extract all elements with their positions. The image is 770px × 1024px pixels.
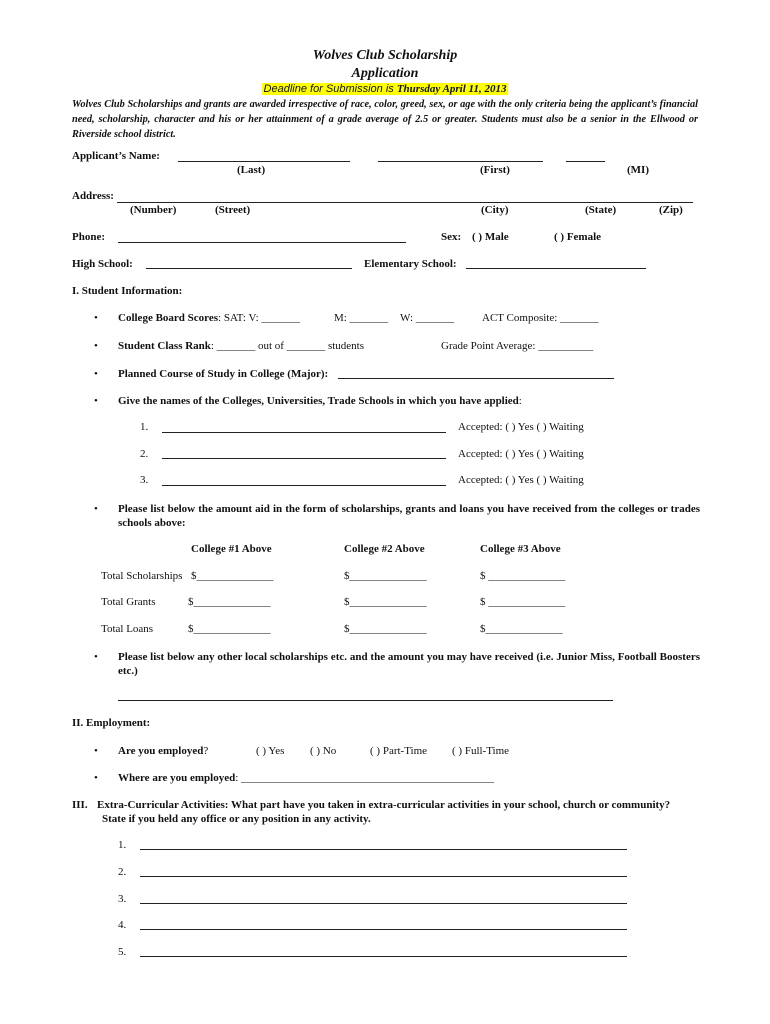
street-caption: (Street) bbox=[215, 204, 251, 216]
male-option[interactable]: ( ) Male bbox=[472, 231, 509, 243]
college-status[interactable]: Accepted: ( ) Yes ( ) Waiting bbox=[458, 421, 584, 433]
aid-field[interactable]: $ ______________ bbox=[480, 596, 566, 608]
major-field[interactable] bbox=[338, 378, 614, 379]
employed-q: ? bbox=[203, 745, 209, 757]
college-name-field[interactable] bbox=[162, 458, 446, 459]
address-label: Address: bbox=[72, 190, 114, 202]
section-3-number: III. bbox=[72, 799, 88, 811]
first-caption: (First) bbox=[480, 164, 510, 176]
colleges-colon: : bbox=[518, 395, 522, 407]
deadline bbox=[0, 83, 770, 95]
other-scholarships-field[interactable] bbox=[118, 700, 613, 701]
address-field[interactable] bbox=[117, 202, 693, 203]
aid-field[interactable]: $______________ bbox=[344, 623, 427, 635]
m-field[interactable]: M: _______ bbox=[334, 312, 389, 324]
aid-header-1: College #1 Above bbox=[191, 543, 272, 555]
section-1-heading: I. Student Information: bbox=[72, 285, 183, 297]
aid-header-3: College #3 Above bbox=[480, 543, 561, 555]
college-row-number: 2. bbox=[140, 448, 149, 460]
w-field[interactable]: W: _______ bbox=[400, 312, 455, 324]
section-3-heading: Extra-Curricular Activities: What part have you taken in extra-curricular activities in your school, church or community? bbox=[97, 799, 671, 811]
aid-field[interactable]: $______________ bbox=[344, 596, 427, 608]
elementary-field[interactable] bbox=[466, 268, 646, 269]
activity-field[interactable] bbox=[140, 903, 627, 904]
act-field[interactable]: ACT Composite: _______ bbox=[482, 312, 599, 324]
college-status[interactable]: Accepted: ( ) Yes ( ) Waiting bbox=[458, 448, 584, 460]
employed-label: Are you employed bbox=[118, 745, 204, 757]
number-caption: (Number) bbox=[130, 204, 177, 216]
bullet: • bbox=[94, 503, 98, 515]
aid-field[interactable]: $______________ bbox=[191, 570, 274, 582]
title-line-1: Wolves Club Scholarship bbox=[312, 48, 458, 63]
college-row-number: 3. bbox=[140, 474, 149, 486]
intro-paragraph: Wolves Club Scholarships and grants are awarded irrespective of race, color, greed, sex, or age with the only criteria being the applicant’s financial need, scholarship, character and his or her attainment of a grade average of 2.5 or greater. Students must also be a senior in the Ellwood or Riverside school district. bbox=[72, 99, 698, 140]
elementary-label: Elementary School: bbox=[364, 258, 457, 270]
employed-yes[interactable]: ( ) Yes bbox=[256, 745, 285, 757]
where-employed-label: Where are you employed bbox=[118, 772, 236, 784]
mi-caption: (MI) bbox=[627, 164, 649, 176]
college-status[interactable]: Accepted: ( ) Yes ( ) Waiting bbox=[458, 474, 584, 486]
college-row-number: 1. bbox=[140, 421, 149, 433]
colleges-label: Give the names of the Colleges, Universities, Trade Schools in which you have applied bbox=[118, 395, 519, 407]
bullet: • bbox=[94, 651, 98, 663]
part-time-option[interactable]: ( ) Part-Time bbox=[370, 745, 428, 757]
bullet: • bbox=[94, 395, 98, 407]
college-name-field[interactable] bbox=[162, 485, 446, 486]
aid-header-2: College #2 Above bbox=[344, 543, 425, 555]
last-caption: (Last) bbox=[237, 164, 266, 176]
phone-field[interactable] bbox=[118, 242, 406, 243]
bullet: • bbox=[94, 368, 98, 380]
class-rank-field[interactable]: : _______ out of _______ students bbox=[210, 340, 365, 352]
bullet: • bbox=[94, 340, 98, 352]
bullet: • bbox=[94, 312, 98, 324]
full-time-option[interactable]: ( ) Full-Time bbox=[452, 745, 510, 757]
phone-label: Phone: bbox=[72, 231, 105, 243]
activity-field[interactable] bbox=[140, 849, 627, 850]
state-caption: (State) bbox=[585, 204, 617, 216]
activity-field[interactable] bbox=[140, 876, 627, 877]
activity-field[interactable] bbox=[140, 956, 627, 957]
employed-no[interactable]: ( ) No bbox=[310, 745, 337, 757]
section-3-heading-2: State if you held any office or any position in any activity. bbox=[102, 813, 371, 825]
zip-caption: (Zip) bbox=[659, 204, 683, 216]
board-scores-row bbox=[118, 312, 300, 324]
aid-field[interactable]: $______________ bbox=[480, 623, 563, 635]
city-caption: (City) bbox=[481, 204, 509, 216]
where-employed-field[interactable]: : ______________________________________________ bbox=[235, 772, 495, 784]
bullet: • bbox=[94, 745, 98, 757]
applicant-name-label: Applicant’s Name: bbox=[72, 150, 160, 162]
class-rank-label: Student Class Rank bbox=[118, 340, 211, 352]
activity-number: 4. bbox=[118, 919, 127, 931]
deadline-prefix: Deadline for Submission is bbox=[263, 83, 394, 95]
section-2-heading: II. Employment: bbox=[72, 717, 151, 729]
activity-field[interactable] bbox=[140, 929, 627, 930]
class-rank-row bbox=[118, 340, 364, 352]
deadline-date: Thursday April 11, 2013 bbox=[396, 83, 507, 95]
bullet: • bbox=[94, 772, 98, 784]
aid-row-label: Total Scholarships bbox=[101, 570, 183, 582]
activity-number: 2. bbox=[118, 866, 127, 878]
aid-field[interactable]: $ ______________ bbox=[480, 570, 566, 582]
where-employed-row bbox=[118, 772, 494, 784]
last-name-field[interactable] bbox=[178, 161, 350, 162]
aid-field[interactable]: $______________ bbox=[344, 570, 427, 582]
first-name-field[interactable] bbox=[378, 161, 543, 162]
high-school-field[interactable] bbox=[146, 268, 352, 269]
title-line-2: Application bbox=[351, 66, 419, 81]
activity-number: 5. bbox=[118, 946, 127, 958]
sat-field[interactable]: : SAT: V: _______ bbox=[218, 312, 300, 324]
aid-field[interactable]: $______________ bbox=[188, 623, 271, 635]
high-school-label: High School: bbox=[72, 258, 133, 270]
activity-number: 1. bbox=[118, 839, 127, 851]
aid-field[interactable]: $______________ bbox=[188, 596, 271, 608]
aid-label: Please list below the amount aid in the form of scholarships, grants and loans you have received from the colleges or trades schools above: bbox=[118, 503, 700, 529]
employed-row bbox=[118, 745, 208, 757]
gpa-field[interactable]: Grade Point Average: __________ bbox=[441, 340, 594, 352]
other-scholarships-label: Please list below any other local scholarships etc. and the amount you may have received (i.e. Junior Miss, Football Boosters etc.) bbox=[118, 651, 700, 677]
aid-row-label: Total Grants bbox=[101, 596, 156, 608]
board-scores-label: College Board Scores bbox=[118, 312, 219, 324]
aid-row-label: Total Loans bbox=[101, 623, 154, 635]
sex-label: Sex: bbox=[441, 231, 462, 243]
college-name-field[interactable] bbox=[162, 432, 446, 433]
activity-number: 3. bbox=[118, 893, 127, 905]
mi-field[interactable] bbox=[566, 161, 605, 162]
colleges-row bbox=[118, 395, 522, 407]
female-option[interactable]: ( ) Female bbox=[554, 231, 602, 243]
major-label: Planned Course of Study in College (Major): bbox=[118, 368, 329, 380]
